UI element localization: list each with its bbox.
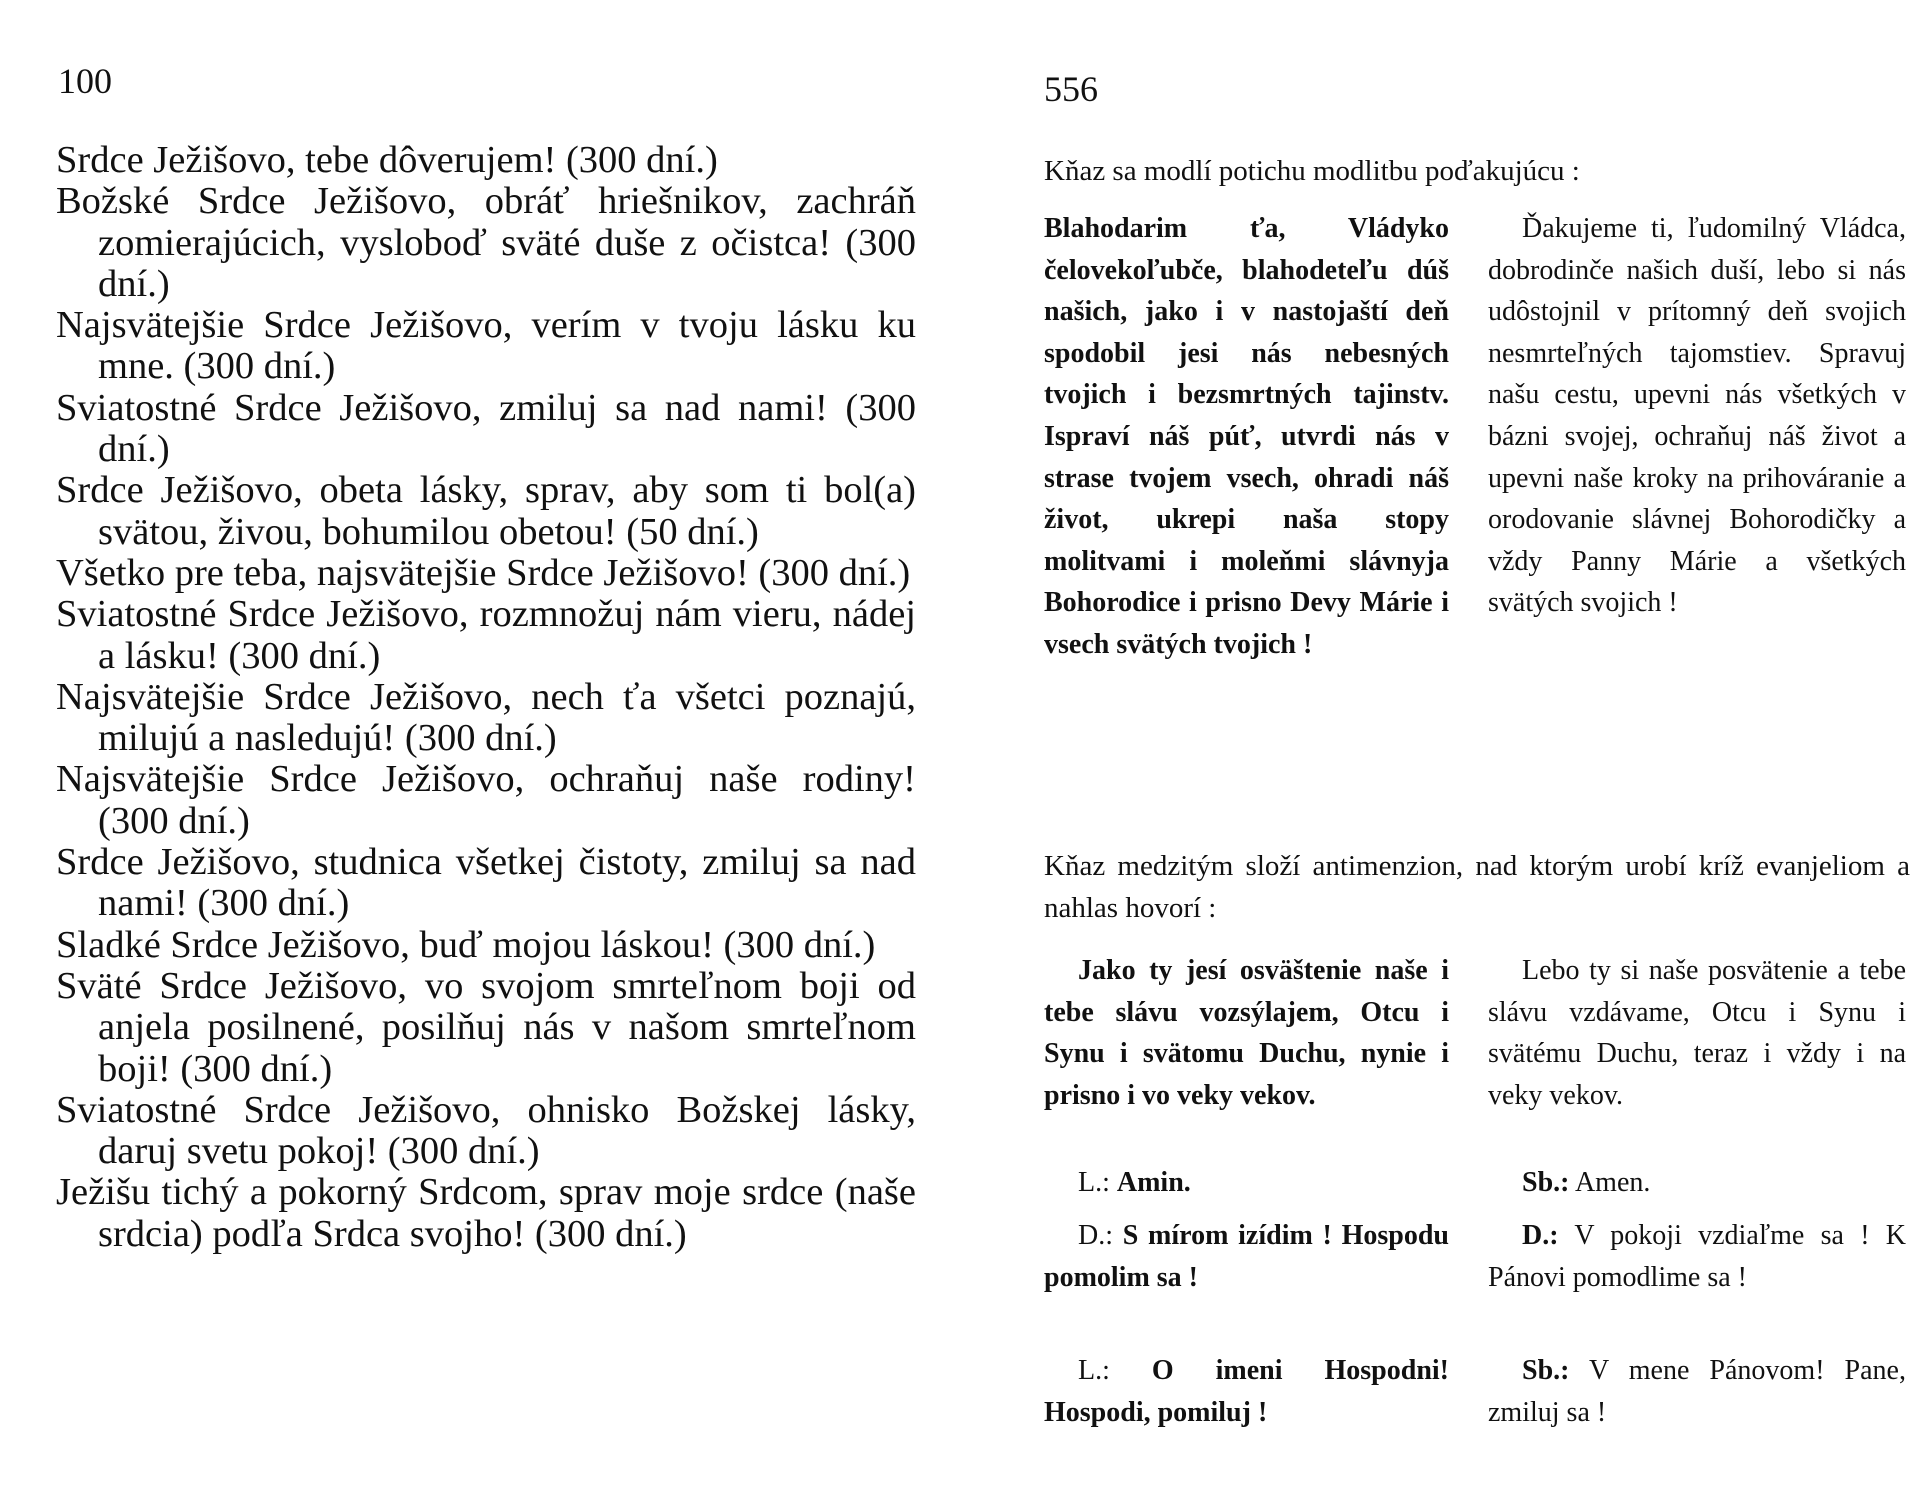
prayer-item: Ježišu tichý a pokorný Srdcom, sprav moje srdce (naše srdcia) podľa Srdca svojho! (300 dní.) [56,1171,916,1255]
prayer-item: Srdce Ježišovo, studnica všetkej čistoty, zmiluj sa nad nami! (300 dní.) [56,841,916,925]
thanksgiving-church-slavonic: Blahodarim ťa, Vládyko čelovekoľubče, blahodeteľu dúš našich, jako i v nastojaští deň spodobil jesi nás nebesných tvojich i bezsmrtných tajinstv. Ispraví náš púť, utvrdi nás v strase tvojem vsech, ohradi náš život, ukrepi naša stopy molitvami i moleňmi slávnyja Bohorodice i prisno Devy Márie i vsech svätých tvojich ! [1044,213,1449,660]
speaker-label: Sb.: [1522,1355,1570,1386]
response-text: V pokoji vzdiaľme sa ! K Pánovi pomodlime sa ! [1488,1220,1906,1293]
amen-church-slavonic [1044,1162,1449,1204]
left-page [0,0,950,1500]
speaker-label: L.: [1078,1167,1110,1198]
sanctification-church-slavonic: Jako ty jesí osväštenie naše i tebe slávu vozsýlajem, Otcu i Synu i svätomu Duchu, nynie i prisno i vo veky vekov. [1044,955,1449,1111]
response-text: Amen. [1574,1167,1651,1198]
right-page-number: 556 [1044,69,1098,109]
speaker-label: D.: [1078,1220,1113,1251]
response-text: O imeni Hospodni! Hospodi, pomiluj ! [1044,1355,1449,1428]
name-church-slavonic [1044,1350,1449,1433]
prayer-item: Sviatostné Srdce Ježišovo, ohnisko Božskej lásky, daruj svetu pokoj! (300 dní.) [56,1088,916,1173]
prayer-item: Srdce Ježišovo, obeta lásky, sprav, aby som ti bol(a) svätou, živou, bohumilou obetou! (50 dní.) [56,469,916,553]
prayer-item: Najsvätejšie Srdce Ježišovo, nech ťa všetci poznajú, milujú a nasledujú! (300 dní.) [56,675,916,760]
speaker-label: Sb.: [1522,1167,1570,1198]
prayer-list [56,140,916,1255]
dismissal-slovak [1488,1215,1906,1298]
prayer-item: Sväté Srdce Ježišovo, vo svojom smrteľnom boji od anjela posilnené, posilňuj nás v našom smrteľnom boji! (300 dní.) [56,964,916,1090]
prayer-item: Sladké Srdce Ježišovo, buď mojou láskou! (300 dní.) [56,923,876,966]
rubric-antimension: Kňaz medzitým složí antimenzion, nad ktorým urobí kríž evanjeliom a nahlas hovorí : [1044,850,1910,924]
rubric-thanksgiving: Kňaz sa modlí potichu modlitbu poďakujúcu : [1044,155,1580,187]
name-slovak [1488,1350,1906,1433]
right-page [1020,0,1910,1500]
prayer-item: Najsvätejšie Srdce Ježišovo, verím v tvoju lásku ku mne. (300 dní.) [56,304,916,388]
response-text: V mene Pánovom! Pane, zmiluj sa ! [1488,1355,1906,1428]
thanksgiving-slovak: Ďakujeme ti, ľudomilný Vládca, dobrodinče našich duší, lebo si nás udôstojnil v prítomný deň svojich nesmrteľných tajomstiev. Spravuj našu cestu, upevni nás všetkých v bázni svojej, ochraňuj náš život a upevni naše kroky na prihováranie a orodovanie slávnej Bohorodičky a vždy Panny Márie a všetkých svätých svojich ! [1488,213,1906,619]
speaker-label: L.: [1078,1355,1110,1386]
amen-slovak [1488,1162,1906,1204]
prayer-item: Božské Srdce Ježišovo, obráť hriešnikov, zachráň zomierajúcich, vysloboď sväté duše z očistca! (300 dní.) [56,180,916,305]
response-text: S mírom izídim ! Hospodu pomolim sa ! [1044,1220,1450,1293]
sanctification-slovak: Lebo ty si naše posvätenie a tebe slávu vzdávame, Otcu i Synu i svätému Duchu, teraz i vždy i na veky vekov. [1488,955,1906,1111]
speaker-label: D.: [1522,1220,1559,1251]
prayer-item: Srdce Ježišovo, tebe dôverujem! (300 dní.) [56,139,718,181]
prayer-item: Sviatostné Srdce Ježišovo, zmiluj sa nad nami! (300 dní.) [56,386,916,471]
prayer-item: Všetko pre teba, najsvätejšie Srdce Ježišovo! (300 dní.) [56,551,911,594]
prayer-item: Sviatostné Srdce Ježišovo, rozmnožuj nám vieru, nádej a lásku! (300 dní.) [56,593,916,677]
response-text: Amin. [1116,1167,1191,1198]
prayer-item: Najsvätejšie Srdce Ježišovo, ochraňuj naše rodiny! (300 dní.) [56,758,916,842]
left-page-number: 100 [58,61,112,101]
dismissal-church-slavonic [1044,1215,1449,1298]
